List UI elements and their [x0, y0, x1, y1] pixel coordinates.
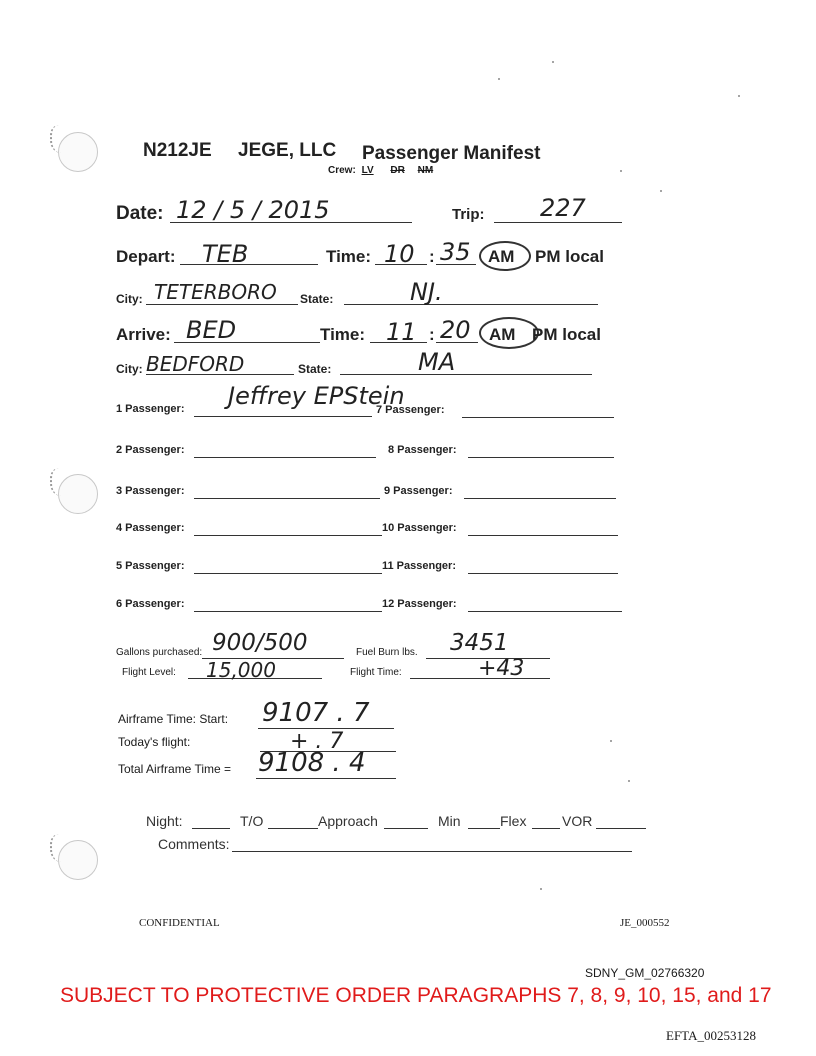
depart-city-line — [146, 304, 298, 305]
passenger-8-line — [468, 457, 614, 458]
flight-level-label: Flight Level: — [122, 667, 176, 678]
airframe-start-label: Airframe Time: Start: — [118, 712, 229, 726]
depart-city-label: City: — [116, 292, 143, 306]
arrive-hour: 11 — [386, 318, 417, 346]
flight-time-label: Flight Time: — [350, 667, 402, 678]
passenger-5-label: 5 Passenger: — [116, 560, 185, 572]
arrive-time-label: Time: — [320, 325, 366, 344]
scan-speck — [660, 190, 662, 192]
scan-speck — [620, 170, 622, 172]
arrive-pm-local: PM local — [532, 325, 601, 344]
trip-number: 227 — [540, 194, 586, 222]
depart-state: NJ. — [410, 278, 443, 306]
depart-minute: 35 — [440, 238, 471, 266]
sdny-number: SDNY_GM_02766320 — [585, 966, 705, 980]
crew-label: Crew: — [328, 165, 356, 176]
flight-time-value: +43 — [478, 656, 525, 681]
arrive-minute: 20 — [440, 316, 471, 344]
depart-airport: TEB — [202, 240, 249, 268]
passenger-1-label: 1 Passenger: — [116, 403, 185, 415]
gallons-label: Gallons purchased: — [116, 647, 203, 658]
min-label: Min — [438, 813, 461, 829]
night-line — [192, 828, 230, 829]
passenger-9-line — [464, 498, 616, 499]
efta-number: EFTA_00253128 — [666, 1028, 756, 1043]
gallons-value: 900/500 — [212, 630, 308, 656]
passenger-11-label: 11 Passenger: — [382, 560, 456, 572]
passenger-2-label: 2 Passenger: — [116, 444, 185, 456]
scan-speck — [540, 888, 542, 890]
passenger-12-label: 12 Passenger: — [382, 598, 457, 610]
scan-speck — [610, 740, 612, 742]
passenger-12-line — [468, 611, 622, 612]
confidential-stamp: CONFIDENTIAL — [139, 917, 220, 929]
comments-label: Comments: — [158, 836, 230, 852]
arrive-state-line — [340, 374, 592, 375]
crew-nm: NM — [417, 165, 434, 176]
trip-label: Trip: — [452, 206, 485, 223]
airframe-start-value: 9107 . 7 — [262, 698, 370, 728]
min-line — [468, 828, 500, 829]
depart-time-colon: : — [429, 247, 435, 266]
tail-number: N212JE — [143, 140, 212, 161]
passenger-1-line — [194, 416, 372, 417]
todays-flight-value: + . 7 — [290, 729, 344, 754]
passenger-4-label: 4 Passenger: — [116, 522, 185, 534]
passenger-6-label: 6 Passenger: — [116, 598, 185, 610]
fuel-burn-label: Fuel Burn lbs. — [356, 647, 418, 658]
bates-number: JE_000552 — [620, 917, 670, 929]
scan-speck — [738, 95, 740, 97]
passenger-2-line — [194, 457, 376, 458]
to-label: T/O — [240, 813, 264, 829]
manifest-title: Passenger Manifest — [362, 143, 541, 164]
passenger-11-line — [468, 573, 618, 574]
arrive-time-colon: : — [429, 325, 435, 344]
crew-row — [328, 165, 433, 176]
arrive-am: AM — [489, 325, 516, 344]
vor-line — [596, 828, 646, 829]
night-label: Night: — [146, 813, 183, 829]
approach-label: Approach — [318, 813, 378, 829]
passenger-7-line — [462, 417, 614, 418]
punch-hole-smudge-top — [50, 125, 74, 153]
total-airframe-value: 9108 . 4 — [258, 748, 366, 778]
date-value: 12 / 5 / 2015 — [176, 196, 330, 224]
depart-pm-local: PM local — [535, 247, 604, 266]
punch-hole-smudge-middle — [50, 468, 74, 496]
trip-line — [494, 222, 622, 223]
passenger-5-line — [194, 573, 382, 574]
punch-hole-smudge-bottom — [50, 834, 74, 862]
depart-label: Depart: — [116, 247, 176, 266]
depart-hour: 10 — [384, 240, 415, 268]
depart-city: TETERBORO — [154, 280, 277, 304]
passenger-10-label: 10 Passenger: — [382, 522, 457, 534]
comments-line — [232, 851, 632, 852]
depart-am: AM — [488, 247, 515, 266]
scan-speck — [498, 78, 500, 80]
date-label: Date: — [116, 203, 164, 224]
arrive-state-label: State: — [298, 362, 332, 376]
approach-line — [384, 828, 428, 829]
total-airframe-label: Total Airframe Time = — [118, 762, 232, 776]
total-airframe-line — [256, 778, 396, 779]
flex-label: Flex — [500, 813, 527, 829]
passenger-3-line — [194, 498, 380, 499]
depart-airport-line — [180, 264, 318, 265]
todays-flight-label: Today's flight: — [118, 735, 191, 749]
crew-dr: DR — [390, 165, 405, 176]
passenger-4-line — [194, 535, 382, 536]
protective-order-notice: SUBJECT TO PROTECTIVE ORDER PARAGRAPHS 7, 8, 9, 10, 15, and 17 — [60, 984, 772, 1007]
passenger-9-label: 9 Passenger: — [384, 485, 453, 497]
scan-speck — [628, 780, 630, 782]
depart-time-label: Time: — [326, 247, 372, 266]
passenger-8-label: 8 Passenger: — [388, 444, 457, 456]
crew-lv: LV — [361, 165, 374, 176]
passenger-3-label: 3 Passenger: — [116, 485, 185, 497]
depart-state-label: State: — [300, 292, 334, 306]
company-name: JEGE, LLC — [238, 140, 337, 161]
arrive-label: Arrive: — [116, 325, 171, 344]
arrive-airport: BED — [186, 316, 237, 344]
fuel-burn-value: 3451 — [450, 630, 509, 656]
arrive-city: BEDFORD — [146, 352, 245, 376]
vor-label: VOR — [562, 813, 593, 829]
passenger-10-line — [468, 535, 618, 536]
flex-line — [532, 828, 560, 829]
arrive-state: MA — [418, 348, 456, 376]
passenger-1-name: Jeffrey EPStein — [228, 382, 405, 410]
depart-state-line — [344, 304, 598, 305]
passenger-7-label: 7 Passenger: — [376, 404, 445, 416]
flight-level-value: 15,000 — [206, 658, 276, 682]
scan-speck — [552, 61, 554, 63]
arrive-city-label: City: — [116, 362, 143, 376]
to-line — [268, 828, 318, 829]
passenger-6-line — [194, 611, 382, 612]
